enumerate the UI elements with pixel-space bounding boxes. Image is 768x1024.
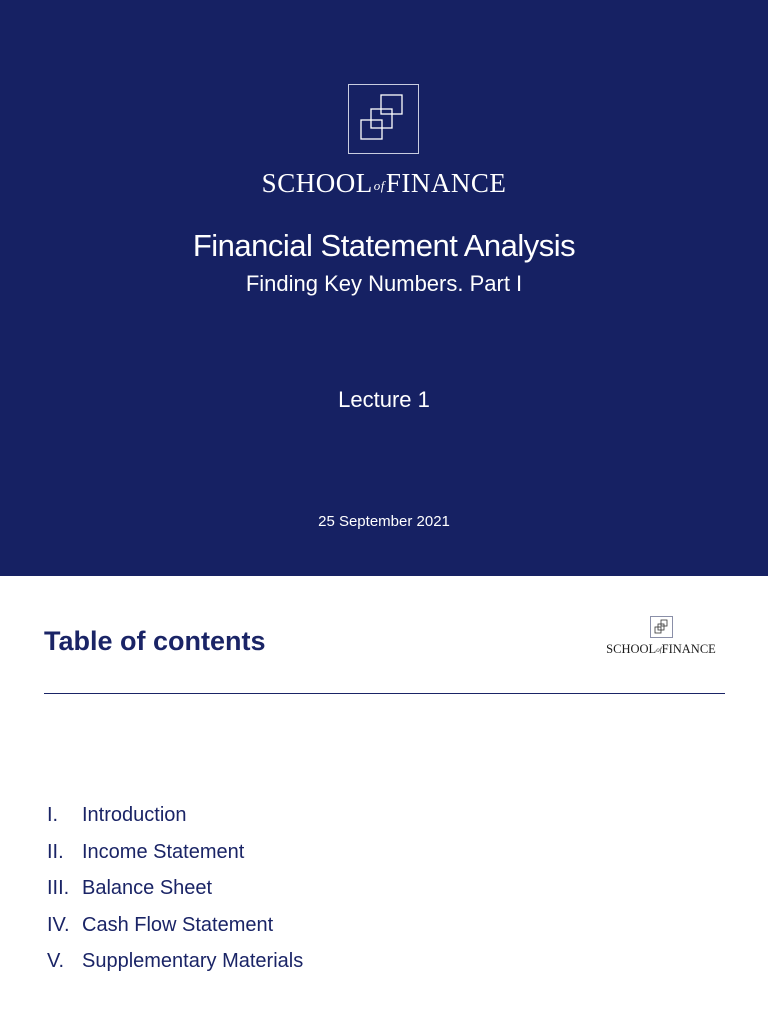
toc-item[interactable]	[47, 914, 303, 951]
toc-list	[47, 804, 303, 987]
toc-label: Introduction	[82, 804, 187, 826]
toc-item[interactable]	[47, 804, 303, 841]
toc-number: V.	[47, 950, 65, 972]
toc-number: I.	[47, 804, 59, 826]
toc-number: IV.	[47, 913, 70, 936]
toc-label: Supplementary Materials	[82, 950, 304, 972]
school-logo-icon	[348, 84, 419, 154]
toc-label: Cash Flow Statement	[82, 913, 274, 936]
toc-item[interactable]	[47, 841, 303, 878]
toc-label: Balance Sheet	[82, 877, 213, 899]
divider	[44, 693, 725, 694]
toc-number: III.	[47, 877, 70, 899]
presentation-subtitle: Finding Key Numbers. Part I	[245, 271, 523, 296]
school-logo-small-icon	[650, 616, 673, 638]
page-title: Table of contents	[44, 626, 266, 656]
school-brand: SCHOOLofFINANCE	[261, 168, 507, 198]
presentation-title: Financial Statement Analysis	[192, 228, 576, 263]
lecture-date: 25 September 2021	[318, 513, 450, 530]
toc-item[interactable]	[47, 950, 303, 987]
contents-slide	[0, 576, 768, 1024]
lecture-label: Lecture 1	[338, 387, 430, 412]
school-brand-small: SCHOOLofFINANCE	[606, 642, 716, 656]
toc-label: Income Statement	[82, 840, 245, 863]
toc-item[interactable]	[47, 877, 303, 914]
toc-number: II.	[47, 840, 64, 863]
